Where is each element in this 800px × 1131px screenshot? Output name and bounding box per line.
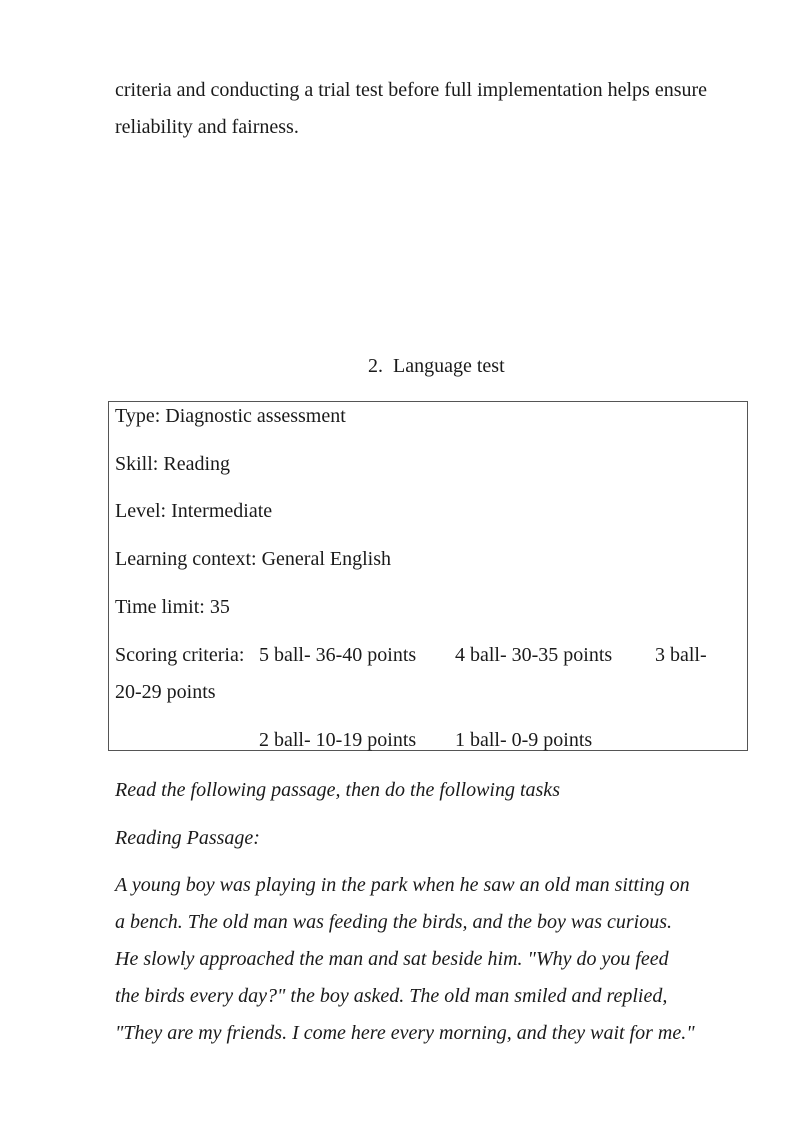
section-heading xyxy=(368,354,505,378)
scoring-criteria-label: Scoring criteria: xyxy=(115,644,245,666)
score-4-ball: 4 ball- 30-35 points xyxy=(455,644,613,666)
test-skill: Skill: Reading xyxy=(115,453,230,475)
passage-line-2: a bench. The old man was feeding the birds, and the boy was curious. xyxy=(115,911,672,933)
test-learning-context: Learning context: General English xyxy=(115,548,392,570)
score-1-ball: 1 ball- 0-9 points xyxy=(455,729,593,751)
intro-line-2: reliability and fairness. xyxy=(115,116,299,138)
passage-line-5: "They are my friends. I come here every morning, and they wait for me." xyxy=(115,1022,695,1044)
score-3-ball-range: 20-29 points xyxy=(115,681,216,703)
section-title: Language test xyxy=(393,355,505,377)
score-5-ball: 5 ball- 36-40 points xyxy=(259,644,417,666)
passage-line-4: the birds every day?" the boy asked. The old man smiled and replied, xyxy=(115,985,668,1007)
passage-line-3: He slowly approached the man and sat beside him. "Why do you feed xyxy=(115,948,669,970)
passage-line-1: A young boy was playing in the park when he saw an old man sitting on xyxy=(115,874,690,896)
instructions: Read the following passage, then do the following tasks xyxy=(115,779,560,801)
passage-label: Reading Passage: xyxy=(115,827,260,849)
test-time-limit: Time limit: 35 xyxy=(115,596,230,618)
section-number: 2. xyxy=(368,355,383,377)
score-2-ball: 2 ball- 10-19 points xyxy=(259,729,417,751)
intro-line-1: criteria and conducting a trial test before full implementation helps ensure xyxy=(115,79,708,101)
test-level: Level: Intermediate xyxy=(115,500,273,522)
test-type: Type: Diagnostic assessment xyxy=(115,405,346,427)
score-3-ball-label: 3 ball- xyxy=(655,644,707,666)
